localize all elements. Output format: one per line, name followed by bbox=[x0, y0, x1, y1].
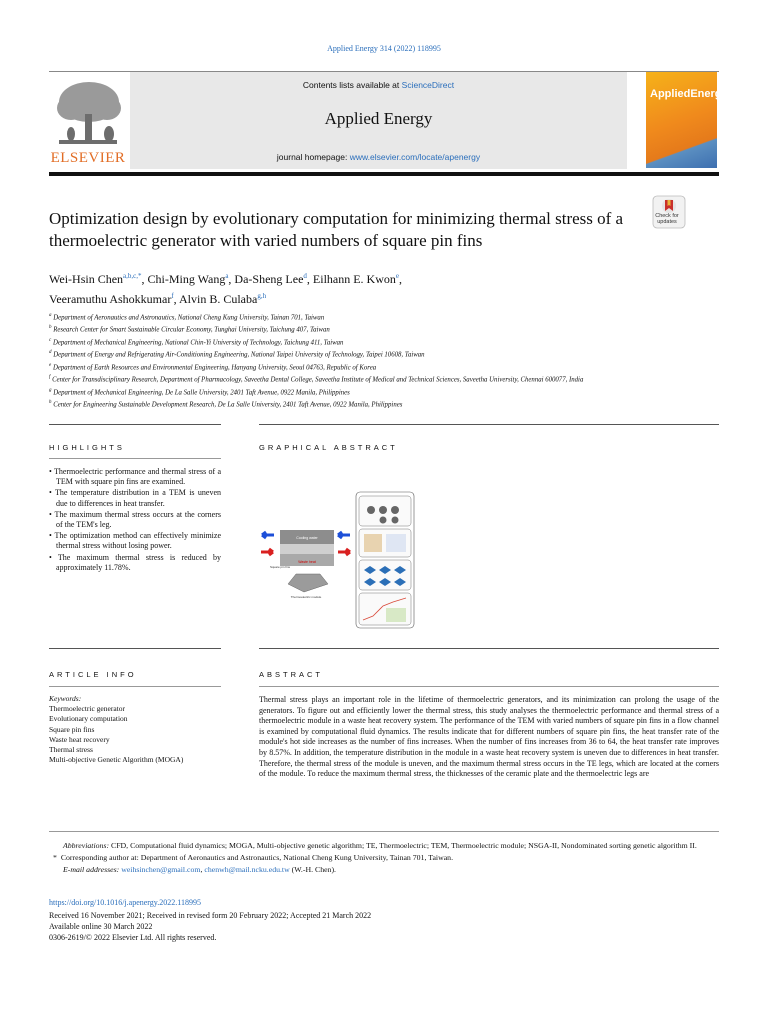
highlight-item bbox=[49, 531, 221, 551]
author-name[interactable]: Veeramuthu Ashokkumar bbox=[49, 292, 172, 306]
highlights-heading: HIGHLIGHTS bbox=[49, 443, 125, 452]
affiliation-mark: h bbox=[49, 400, 52, 406]
header-bottom-rule bbox=[49, 172, 719, 176]
affiliation-item bbox=[49, 348, 719, 360]
article-info-heading: ARTICLE INFO bbox=[49, 670, 137, 679]
highlight-item bbox=[49, 467, 221, 487]
author-affiliation-mark[interactable]: g,h bbox=[257, 292, 267, 300]
keywords-list bbox=[49, 704, 249, 765]
author-separator: , bbox=[173, 292, 179, 306]
journal-cover-image bbox=[646, 72, 728, 168]
affiliation-mark: c bbox=[49, 337, 52, 343]
affiliation-item bbox=[49, 311, 719, 323]
highlight-text: Thermoelectric performance and thermal stress of a TEM with square pin fins are examined. bbox=[53, 467, 221, 487]
affiliation-text: Center for Engineering Sustainable Development Research, De La Salle University, 2401 Taft Avenue, 0922 Manila, Philippines bbox=[53, 401, 403, 409]
keyword-item: Thermoelectric generator bbox=[49, 704, 125, 714]
contents-prefix: Contents lists available at bbox=[302, 80, 400, 90]
abstract-text: Thermal stress plays an important role in the lifetime of thermoelectric generators, and its minimization can prolong the usage of the generators. To figure out and efficiently lower the thermal stress, this study analyses the thermoelectric performance and thermal stress of a thermoelectric module in a waste heat recovery system. The performance of the TEM with varied numbers of square pin fins in a flow channel is examined by computational fluid dynamics. The results indicate that for different numbers of square pin fins, the heat transfer rate of the module's hot side increases as the number of fins increases. When the number of fins increases from 36 to 64, the heat transfer rate improves by 8.57%. In addition, the temperature distribution in the module in a waste heat recovery system is uneven due to differences in heat transfer. Therefore, the thermal stress of the module is uneven, and the maximum thermal stress occurs in the TE legs, which are located at the corners of the module. To reduce the maximum thermal stress, the thicknesses of the ceramic plate and the thermoelectric legs are bbox=[259, 695, 719, 779]
bullet-icon: • bbox=[49, 509, 55, 519]
author-list bbox=[49, 268, 689, 308]
author-name[interactable]: Alvin B. Culaba bbox=[179, 292, 258, 306]
author-name[interactable]: Wei-Hsin Chen bbox=[49, 272, 124, 286]
email-separator: , bbox=[200, 864, 205, 874]
abstract-subrule bbox=[259, 686, 719, 687]
keyword-item: Thermal stress bbox=[49, 745, 93, 755]
author-affiliation-mark[interactable]: d bbox=[303, 272, 307, 280]
cooling-water-label: Cooling water bbox=[296, 536, 318, 540]
keyword-item: Multi-objective Genetic Algorithm (MOGA) bbox=[49, 755, 184, 765]
article-info-subrule bbox=[49, 686, 221, 687]
pin-fins-label: Square pin fins bbox=[270, 565, 291, 569]
email-suffix: (W.-H. Chen). bbox=[289, 864, 337, 874]
author-name[interactable]: Da-Sheng Lee bbox=[234, 272, 304, 286]
graphical-abstract-figure bbox=[258, 488, 418, 633]
bullet-icon: • bbox=[49, 552, 58, 562]
keywords-block bbox=[49, 694, 249, 765]
homepage-prefix: journal homepage: bbox=[276, 152, 348, 162]
article-title: Optimization design by evolutionary computation for minimizing thermal stress of a thermoelectric generator with varied numbers of square pin fins bbox=[49, 209, 624, 250]
homepage-line bbox=[130, 152, 627, 162]
sciencedirect-link[interactable]: ScienceDirect bbox=[401, 80, 455, 90]
date-line: Available online 30 March 2022 bbox=[49, 921, 153, 931]
affiliation-text: Department of Aeronautics and Astronautics, National Cheng Kung University, Tainan 701, Taiwan bbox=[53, 314, 325, 322]
affiliation-mark: g bbox=[49, 387, 52, 393]
affiliation-list bbox=[49, 311, 719, 411]
keyword-item: Evolutionary computation bbox=[49, 714, 128, 724]
corresponding-mark: * bbox=[53, 852, 57, 862]
affiliation-item bbox=[49, 361, 719, 373]
highlights-list bbox=[49, 467, 221, 574]
highlight-item bbox=[49, 488, 221, 508]
author-separator: , bbox=[141, 272, 148, 286]
email-link-1[interactable]: weihsinchen@gmail.com bbox=[121, 864, 201, 874]
author-affiliation-mark[interactable]: a bbox=[225, 272, 229, 280]
highlight-text: The maximum thermal stress is reduced by approximately 11.78%. bbox=[56, 552, 221, 572]
author-separator: , bbox=[399, 272, 403, 286]
corresponding-author-note bbox=[49, 852, 719, 864]
author-name[interactable]: Eilhann E. Kwon bbox=[312, 272, 396, 286]
email-label: E-mail addresses: bbox=[63, 864, 120, 874]
affiliation-text: Center for Transdisciplinary Research, Department of Pharmacology, Saveetha Dental College, Saveetha Institute of Medical and Technical Sciences, Saveetha University, Chennai 600077, India bbox=[52, 376, 584, 384]
elsevier-wordmark: ELSEVIER bbox=[50, 150, 126, 166]
affiliation-item bbox=[49, 398, 719, 410]
graphical-abstract-heading: GRAPHICAL ABSTRACT bbox=[259, 443, 398, 452]
author-separator: , bbox=[228, 272, 235, 286]
cover-title: AppliedEnergy bbox=[650, 88, 728, 100]
highlight-text: The temperature distribution in a TEM is uneven due to differences in heat transfer. bbox=[55, 488, 221, 508]
affiliation-text: Department of Mechanical Engineering, De La Salle University, 2401 Taft Avenue, 0922 Manila, Philippines bbox=[53, 389, 350, 397]
affiliation-text: Research Center for Smart Sustainable Circular Economy, Tunghai University, Taichung 407, Taiwan bbox=[53, 326, 330, 334]
abbreviations-note bbox=[49, 840, 719, 852]
abbreviations-label: Abbreviations: bbox=[63, 841, 110, 850]
affiliation-text: Department of Energy and Refrigerating Air-Conditioning Engineering, National Taipei University of Technology, Taipei 10608, Taiwan bbox=[53, 351, 425, 359]
keyword-item: Square pin fins bbox=[49, 724, 95, 734]
email-note bbox=[49, 864, 719, 876]
affiliation-text: Department of Earth Resources and Environmental Engineering, Hanyang University, Seoul 04763, Republic of Korea bbox=[52, 364, 377, 372]
abbreviations-text: CFD, Computational fluid dynamics; MOGA, Multi-objective genetic algorithm; TE, Thermoelectric; TEM, Thermoelectric module; NSGA-II, Nondominated sorting genetic algorithm II. bbox=[111, 841, 697, 850]
author-affiliation-mark[interactable]: e bbox=[395, 272, 400, 280]
affiliation-mark: a bbox=[49, 313, 52, 318]
author-affiliation-mark[interactable]: a,b,c,* bbox=[123, 272, 142, 280]
affiliation-mark: e bbox=[49, 362, 52, 368]
abstract-heading: ABSTRACT bbox=[259, 670, 324, 679]
module-label: Thermoelectric module bbox=[290, 595, 322, 599]
footnotes bbox=[49, 840, 719, 875]
article-dates bbox=[49, 911, 719, 943]
bullet-icon: • bbox=[49, 488, 56, 498]
article-info-rule bbox=[49, 648, 221, 649]
waste-heat-label: Waste heat bbox=[298, 560, 316, 564]
affiliation-item bbox=[49, 373, 719, 385]
highlights-subrule bbox=[49, 458, 221, 459]
affiliation-text: Department of Mechanical Engineering, National Chin-Yi University of Technology, Taichung 411, Taiwan bbox=[52, 339, 344, 347]
affiliation-item bbox=[49, 336, 719, 348]
journal-citation[interactable]: Applied Energy 314 (2022) 118995 bbox=[327, 44, 441, 53]
contents-line bbox=[130, 80, 627, 90]
affiliation-item bbox=[49, 323, 719, 335]
author-separator: , bbox=[306, 272, 313, 286]
highlight-item bbox=[49, 510, 221, 530]
keyword-item: Waste heat recovery bbox=[49, 734, 110, 744]
highlights-rule bbox=[49, 424, 221, 425]
highlight-item bbox=[49, 553, 221, 573]
footnote-rule bbox=[49, 831, 719, 832]
highlight-text: The optimization method can effectively minimize thermal stress without losing power. bbox=[54, 531, 222, 551]
abstract-rule bbox=[259, 648, 719, 649]
graphical-abstract-rule bbox=[259, 424, 719, 425]
check-for-updates-label[interactable]: Check for updates bbox=[655, 213, 679, 225]
homepage-link[interactable]: www.elsevier.com/locate/apenergy bbox=[349, 152, 481, 162]
bullet-icon: • bbox=[49, 467, 54, 476]
affiliation-mark: f bbox=[49, 375, 51, 381]
affiliation-mark: d bbox=[49, 350, 52, 356]
email-link-2[interactable]: chenwh@mail.ncku.edu.tw bbox=[204, 864, 290, 874]
author-affiliation-mark[interactable]: f bbox=[171, 292, 174, 300]
date-line: 0306-2619/© 2022 Elsevier Ltd. All rights reserved. bbox=[49, 932, 217, 942]
highlight-text: The maximum thermal stress occurs at the corners of the TEM's leg. bbox=[54, 509, 222, 530]
journal-title: Applied Energy bbox=[324, 109, 433, 128]
date-line: Received 16 November 2021; Received in revised form 20 February 2022; Accepted 21 March 2022 bbox=[49, 911, 372, 920]
author-name[interactable]: Chi-Ming Wang bbox=[147, 272, 226, 286]
affiliation-mark: b bbox=[49, 325, 52, 331]
affiliation-item bbox=[49, 386, 719, 398]
corresponding-text: Corresponding author at: Department of Aeronautics and Astronautics, National Cheng Kung University, Tainan 701, Taiwan. bbox=[60, 852, 454, 862]
doi-link[interactable]: https://doi.org/10.1016/j.apenergy.2022.118995 bbox=[49, 898, 201, 907]
keywords-label: Keywords: bbox=[49, 694, 82, 703]
bullet-icon: • bbox=[49, 531, 55, 541]
